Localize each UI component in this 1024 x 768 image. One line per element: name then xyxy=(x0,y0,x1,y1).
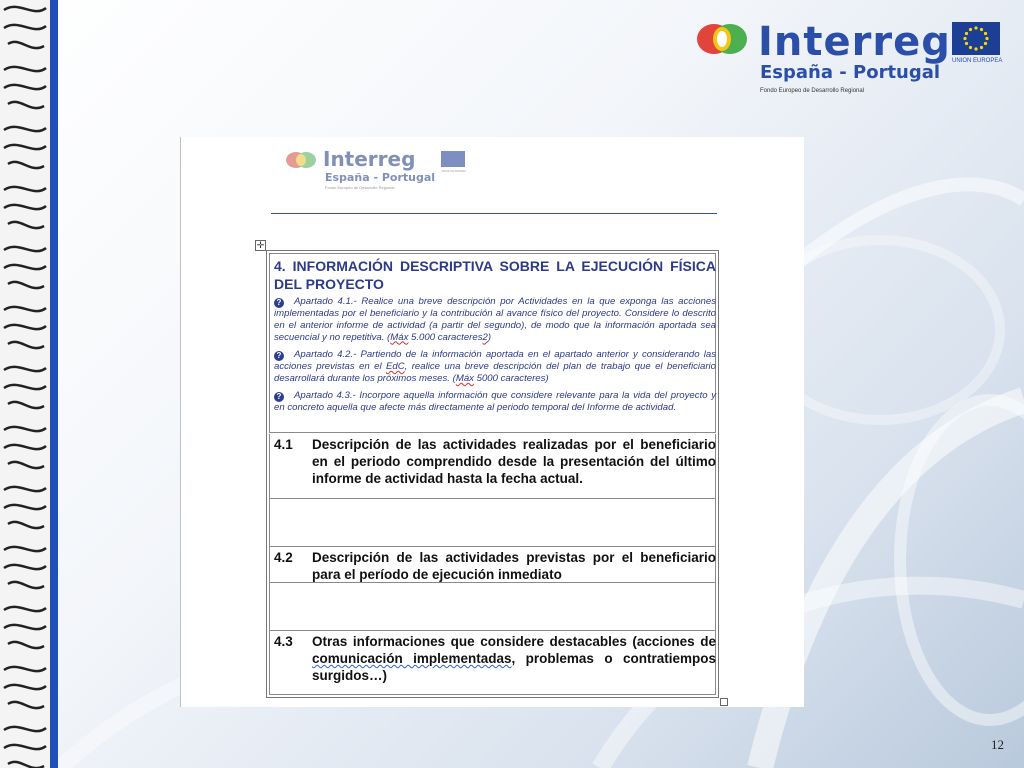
doc-logo-wordmark: Interreg xyxy=(323,147,416,171)
interreg-emblem-icon xyxy=(694,18,754,62)
table-resize-handle-icon[interactable] xyxy=(720,698,728,706)
item-number: 4.2 xyxy=(274,550,293,565)
instruction-4-3: ? Apartado 4.3.- Incorpore aquella información que considere relevante para la vida del proyecto y en concreto aquella que afecte más directamente al periodo temporal del Informe de actividad. xyxy=(274,390,716,413)
decorative-pattern-strip xyxy=(0,0,50,768)
item-text: Descripción de las actividades realizadas por el beneficiario en el periodo comprendido desde la presentación del último informe de actividad hasta la fecha actual. xyxy=(312,437,716,486)
item-number: 4.1 xyxy=(274,437,293,452)
eu-label: UNION EUROPEA xyxy=(952,58,1003,64)
item-4-1-cell xyxy=(269,434,716,499)
help-icon: ? xyxy=(274,392,284,402)
section-header-cell xyxy=(269,253,716,433)
item-4-2-answer-field[interactable] xyxy=(269,583,716,631)
item-text: Otras informaciones que considere destacables (acciones de comunicación implementadas, problemas o contratiempos surgidos…) xyxy=(312,634,716,683)
table-move-handle-icon[interactable]: ✛ xyxy=(256,240,265,250)
slide-page-number: 12 xyxy=(991,737,1004,752)
logo-fund-text: Fondo Europeo de Desarrollo Regional xyxy=(760,88,865,94)
item-text: Descripción de las actividades previstas por el beneficiario para el período de ejecución inmediato xyxy=(312,550,716,582)
logo-wordmark: Interreg xyxy=(758,19,951,65)
doc-emblem-icon xyxy=(285,149,319,171)
doc-logo-subtitle: España - Portugal xyxy=(325,171,436,184)
report-form-table xyxy=(266,250,719,698)
doc-eu-label: UNION EUROPEA xyxy=(441,169,467,173)
doc-interreg-logo xyxy=(285,147,475,193)
item-4-1-answer-field[interactable] xyxy=(269,499,716,547)
doc-header-rule xyxy=(271,213,717,214)
logo-subtitle: España - Portugal xyxy=(760,62,941,83)
item-number: 4.3 xyxy=(274,634,293,649)
vertical-accent-bar xyxy=(50,0,58,768)
help-icon: ? xyxy=(274,298,284,308)
doc-logo-fund-text: Fondo Europeo de Desarrollo Regional xyxy=(325,185,395,190)
instruction-4-2: ? Apartado 4.2.- Partiendo de la información aportada en el apartado anterior y considerando las acciones previstas en el EdC, realice una breve descripción del plan de trabajo que el beneficiario desarrollará durante los próximos meses. (Máx 5000 caracteres) xyxy=(274,349,717,384)
doc-eu-flag-icon xyxy=(441,151,465,167)
item-4-3-cell xyxy=(269,631,716,695)
interreg-logo xyxy=(694,18,1004,102)
section-title: 4. INFORMACIÓN DESCRIPTIVA SOBRE LA EJECUCIÓN FÍSICA DEL PROYECTO xyxy=(274,258,716,292)
instruction-4-1: ? Apartado 4.1.- Realice una breve descripción por Actividades en la que exponga las acciones implementadas por el beneficiario y la contribución al avance físico del proyecto. Considere lo descrito en el anterior informe de actividad (a partir del segundo), de modo que la información aportada sea secuencial y no repetitiva. (Máx 5.000 caracteres2) xyxy=(274,296,716,343)
eu-flag-icon xyxy=(952,22,1000,55)
document-screenshot xyxy=(180,137,804,707)
item-4-2-cell xyxy=(269,547,716,583)
help-icon: ? xyxy=(274,351,284,361)
